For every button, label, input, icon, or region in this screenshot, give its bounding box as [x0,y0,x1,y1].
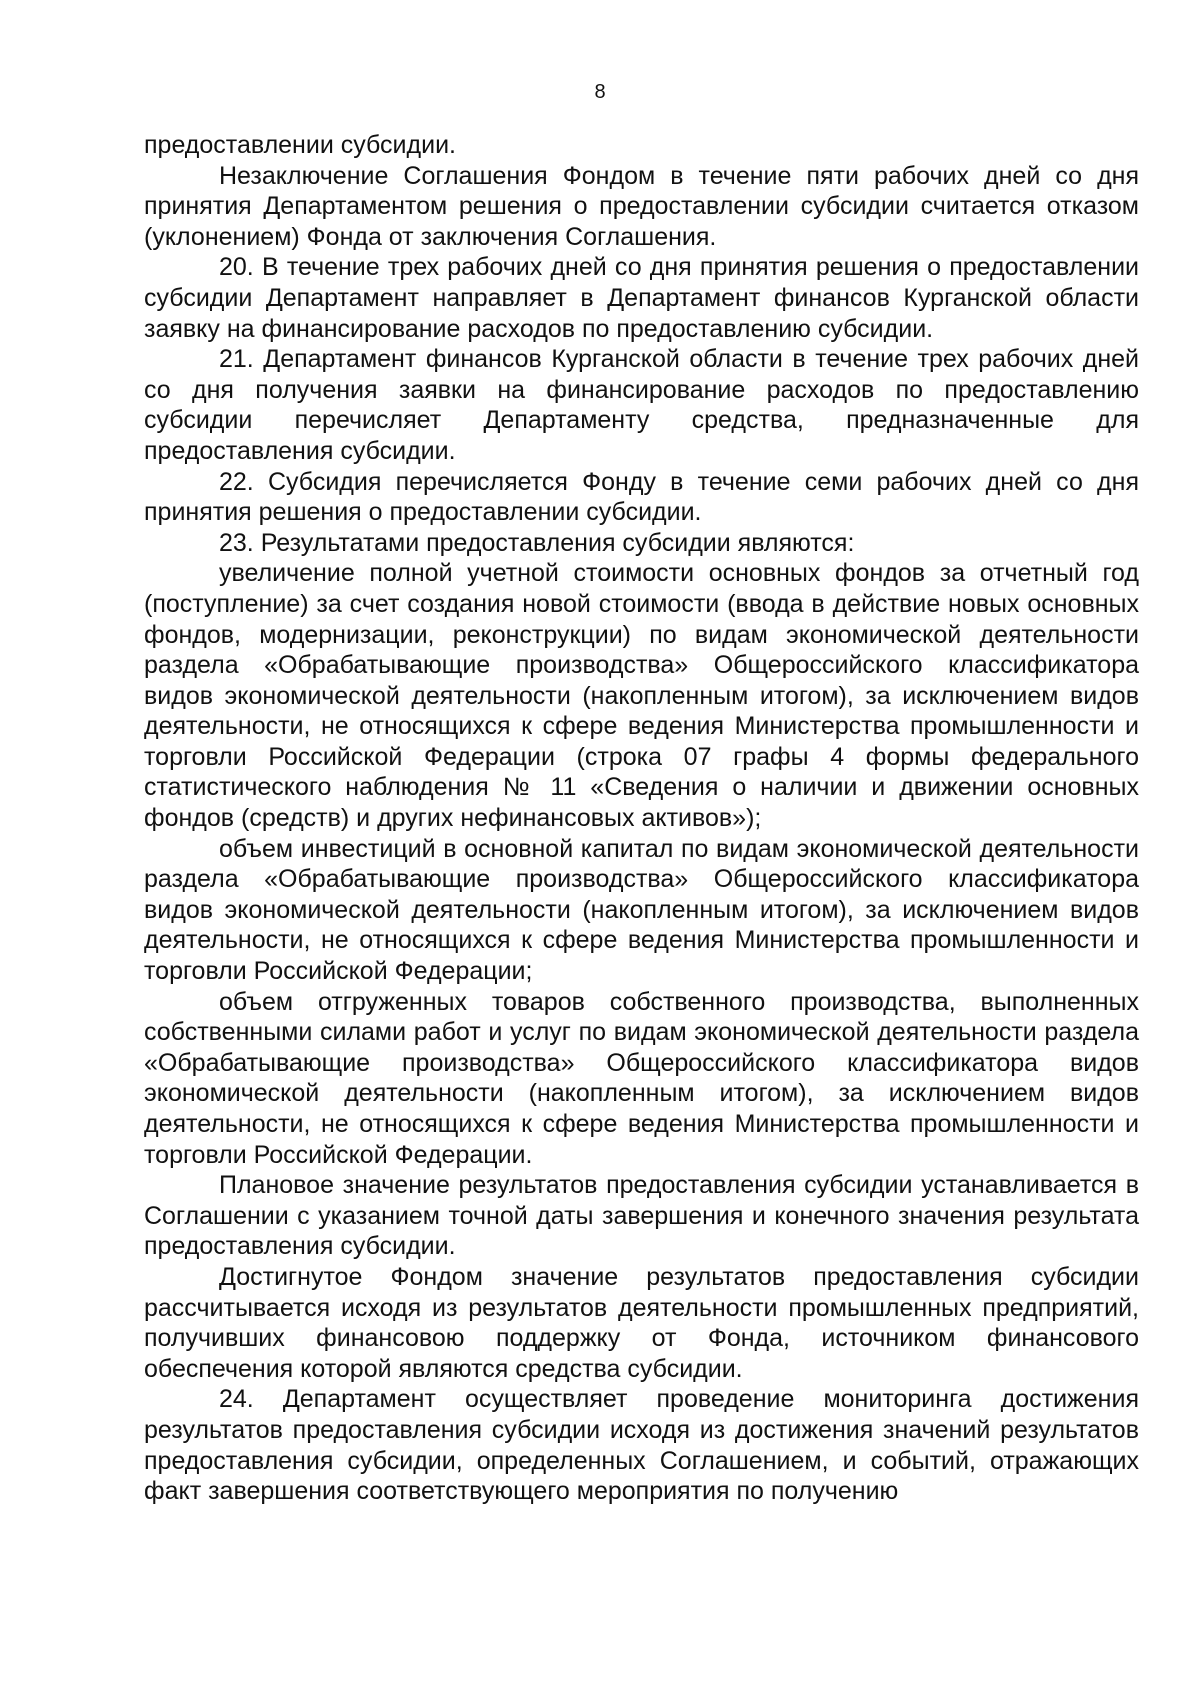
paragraph-continuation: предоставлении субсидии. [144,131,456,159]
paragraph-planned-value: Плановое значение результатов предоставления субсидии устанавливается в Соглашении с указанием точной даты завершения и конечного значения результата предоставления субсидии. [144,1171,1139,1261]
paragraph-non-conclusion: Незаключение Соглашения Фондом в течение пяти рабочих дней со дня принятия Департаментом решения о предоставлении субсидии считается отказом (уклонением) Фонда от заключения Соглашения. [144,161,1139,251]
document-body [144,130,1139,1507]
page-number: 8 [594,81,606,103]
clause-23: 23. Результатами предоставления субсидии являются: [219,528,855,557]
clause-21: 21. Департамент финансов Курганской области в течение трех рабочих дней со дня получения заявки на финансирование расходов по предоставлению субсидии перечисляет Департаменту средства, предназначенные для предоставления субсидии. [144,345,1139,465]
result-fixed-assets: увеличение полной учетной стоимости основных фондов за отчетный год (поступление) за счет создания новой стоимости (ввода в действие новых основных фондов, модернизации, реконструкции) по видам экономической деятельности раздела «Обрабатывающие производства» Общероссийского классификатора видов экономической деятельности (накопленным итогом), за исключением видов деятельности, не относящихся к сфере ведения Министерства промышленности и торговли Российской Федерации (строка 07 графы 4 формы федерального статистического наблюдения № 11 «Сведения о наличии и движении основных фондов (средств) и других нефинансовых активов»); [144,559,1139,833]
result-shipped-goods: объем отгруженных товаров собственного производства, выполненных собственными силами работ и услуг по видам экономической деятельности раздела «Обрабатывающие производства» Общероссийского классификатора видов экономической деятельности (накопленным итогом), за исключением видов деятельности, не относящихся к сфере ведения Министерства промышленности и торговли Российской Федерации. [144,987,1139,1169]
clause-20: 20. В течение трех рабочих дней со дня принятия решения о предоставлении субсидии Департамент направляет в Департамент финансов Курганской области заявку на финансирование расходов по предоставлению субсидии. [144,253,1139,343]
paragraph-achieved-value: Достигнутое Фондом значение результатов предоставления субсидии рассчитывается исходя из результатов деятельности промышленных предприятий, получивших финансовою поддержку от Фонда, источником финансового обеспечения которой являются средства субсидии. [144,1262,1139,1383]
clause-22: 22. Субсидия перечисляется Фонду в течение семи рабочих дней со дня принятия решения о предоставлении субсидии. [144,467,1139,527]
result-investments: объем инвестиций в основной капитал по видам экономической деятельности раздела «Обрабатывающие производства» Общероссийского классификатора видов экономической деятельности (накопленным итогом), за исключением видов деятельности, не относящихся к сфере ведения Министерства промышленности и торговли Российской Федерации; [144,834,1139,986]
clause-24: 24. Департамент осуществляет проведение мониторинга достижения результатов предоставления субсидии исходя из достижения значений результатов предоставления субсидии, определенных Соглашением, и событий, отражающих факт завершения соответствующего мероприятия по получению [144,1385,1139,1506]
